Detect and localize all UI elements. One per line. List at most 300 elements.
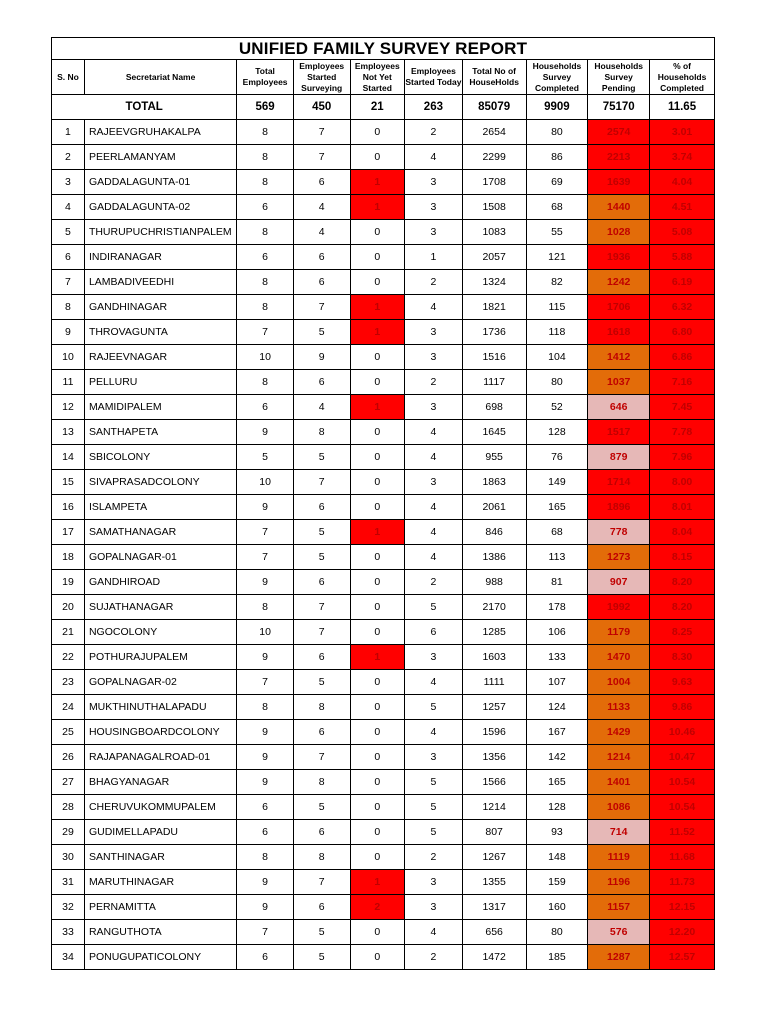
cell-total-households: 955 <box>462 445 526 470</box>
cell-percent-completed: 7.16 <box>650 370 715 395</box>
cell-secretariat-name: MARUTHINAGAR <box>84 870 236 895</box>
total-percent: 11.65 <box>650 95 715 120</box>
total-pending: 75170 <box>588 95 650 120</box>
cell-households-pending: 1936 <box>588 245 650 270</box>
cell-total-households: 1596 <box>462 720 526 745</box>
cell-employees-started: 8 <box>293 695 350 720</box>
cell-households-pending: 907 <box>588 570 650 595</box>
cell-sno: 27 <box>52 770 85 795</box>
cell-employees-today: 3 <box>405 895 463 920</box>
cell-households-pending: 1157 <box>588 895 650 920</box>
cell-percent-completed: 7.78 <box>650 420 715 445</box>
cell-employees-started: 8 <box>293 770 350 795</box>
cell-households-completed: 106 <box>526 620 588 645</box>
cell-total-households: 846 <box>462 520 526 545</box>
cell-households-completed: 167 <box>526 720 588 745</box>
cell-total-households: 988 <box>462 570 526 595</box>
table-row <box>52 420 715 445</box>
cell-sno: 28 <box>52 795 85 820</box>
cell-sno: 9 <box>52 320 85 345</box>
cell-employees-not-started: 0 <box>350 795 405 820</box>
cell-households-pending: 1440 <box>588 195 650 220</box>
cell-employees-not-started: 1 <box>350 295 405 320</box>
cell-total-households: 1386 <box>462 545 526 570</box>
cell-households-pending: 1429 <box>588 720 650 745</box>
cell-employees-today: 5 <box>405 695 463 720</box>
cell-households-completed: 121 <box>526 245 588 270</box>
cell-percent-completed: 8.15 <box>650 545 715 570</box>
cell-households-completed: 165 <box>526 770 588 795</box>
cell-secretariat-name: HOUSINGBOARDCOLONY <box>84 720 236 745</box>
cell-households-completed: 80 <box>526 370 588 395</box>
cell-percent-completed: 7.96 <box>650 445 715 470</box>
cell-total-employees: 6 <box>237 245 294 270</box>
cell-total-households: 1117 <box>462 370 526 395</box>
cell-households-completed: 149 <box>526 470 588 495</box>
table-row <box>52 670 715 695</box>
cell-percent-completed: 5.08 <box>650 220 715 245</box>
cell-employees-started: 5 <box>293 945 350 970</box>
cell-total-employees: 10 <box>237 470 294 495</box>
cell-employees-started: 6 <box>293 245 350 270</box>
cell-households-completed: 81 <box>526 570 588 595</box>
cell-percent-completed: 10.46 <box>650 720 715 745</box>
cell-employees-not-started: 1 <box>350 320 405 345</box>
cell-employees-today: 2 <box>405 370 463 395</box>
cell-sno: 31 <box>52 870 85 895</box>
cell-households-completed: 118 <box>526 320 588 345</box>
cell-total-households: 1083 <box>462 220 526 245</box>
header-total-households: Total No of HouseHolds <box>462 60 526 95</box>
cell-employees-today: 3 <box>405 195 463 220</box>
table-row <box>52 570 715 595</box>
cell-employees-started: 7 <box>293 470 350 495</box>
table-row <box>52 845 715 870</box>
cell-percent-completed: 4.04 <box>650 170 715 195</box>
cell-employees-today: 3 <box>405 220 463 245</box>
cell-households-completed: 113 <box>526 545 588 570</box>
cell-total-employees: 8 <box>237 270 294 295</box>
cell-total-employees: 6 <box>237 195 294 220</box>
cell-total-employees: 8 <box>237 845 294 870</box>
cell-households-pending: 1401 <box>588 770 650 795</box>
cell-percent-completed: 11.73 <box>650 870 715 895</box>
cell-employees-not-started: 1 <box>350 520 405 545</box>
cell-sno: 19 <box>52 570 85 595</box>
cell-employees-today: 5 <box>405 595 463 620</box>
cell-percent-completed: 5.88 <box>650 245 715 270</box>
cell-total-households: 807 <box>462 820 526 845</box>
cell-households-pending: 778 <box>588 520 650 545</box>
cell-percent-completed: 11.52 <box>650 820 715 845</box>
cell-households-pending: 646 <box>588 395 650 420</box>
total-completed: 9909 <box>526 95 588 120</box>
cell-percent-completed: 8.20 <box>650 595 715 620</box>
cell-sno: 17 <box>52 520 85 545</box>
table-row <box>52 470 715 495</box>
cell-percent-completed: 6.86 <box>650 345 715 370</box>
cell-total-households: 1257 <box>462 695 526 720</box>
cell-employees-started: 5 <box>293 670 350 695</box>
cell-employees-not-started: 0 <box>350 495 405 520</box>
cell-total-employees: 9 <box>237 770 294 795</box>
cell-sno: 30 <box>52 845 85 870</box>
cell-households-pending: 1119 <box>588 845 650 870</box>
cell-employees-started: 8 <box>293 420 350 445</box>
cell-employees-today: 2 <box>405 120 463 145</box>
cell-sno: 22 <box>52 645 85 670</box>
cell-households-completed: 165 <box>526 495 588 520</box>
cell-total-employees: 8 <box>237 170 294 195</box>
cell-employees-not-started: 1 <box>350 170 405 195</box>
cell-secretariat-name: THURUPUCHRISTIANPALEM <box>84 220 236 245</box>
header-total-employees: Total Employees <box>237 60 294 95</box>
cell-total-employees: 7 <box>237 545 294 570</box>
cell-employees-started: 6 <box>293 570 350 595</box>
cell-employees-not-started: 0 <box>350 420 405 445</box>
cell-employees-today: 3 <box>405 645 463 670</box>
table-row <box>52 895 715 920</box>
cell-households-pending: 2213 <box>588 145 650 170</box>
cell-total-employees: 6 <box>237 820 294 845</box>
cell-employees-today: 4 <box>405 545 463 570</box>
table-row <box>52 370 715 395</box>
table-row <box>52 245 715 270</box>
cell-employees-started: 6 <box>293 720 350 745</box>
cell-total-households: 1821 <box>462 295 526 320</box>
cell-households-completed: 68 <box>526 520 588 545</box>
cell-sno: 20 <box>52 595 85 620</box>
cell-total-employees: 8 <box>237 695 294 720</box>
cell-total-employees: 10 <box>237 345 294 370</box>
cell-employees-not-started: 0 <box>350 945 405 970</box>
cell-percent-completed: 6.19 <box>650 270 715 295</box>
cell-total-employees: 6 <box>237 795 294 820</box>
cell-sno: 14 <box>52 445 85 470</box>
cell-employees-started: 6 <box>293 820 350 845</box>
table-row <box>52 495 715 520</box>
cell-percent-completed: 4.51 <box>650 195 715 220</box>
cell-sno: 10 <box>52 345 85 370</box>
cell-total-employees: 6 <box>237 395 294 420</box>
cell-employees-started: 6 <box>293 270 350 295</box>
cell-sno: 6 <box>52 245 85 270</box>
cell-employees-started: 7 <box>293 745 350 770</box>
table-row <box>52 170 715 195</box>
cell-employees-started: 7 <box>293 870 350 895</box>
total-employees: 569 <box>237 95 294 120</box>
cell-sno: 1 <box>52 120 85 145</box>
table-row <box>52 620 715 645</box>
cell-total-households: 1516 <box>462 345 526 370</box>
cell-total-households: 1508 <box>462 195 526 220</box>
cell-percent-completed: 8.01 <box>650 495 715 520</box>
cell-percent-completed: 9.63 <box>650 670 715 695</box>
cell-secretariat-name: RAJEEVGRUHAKALPA <box>84 120 236 145</box>
cell-employees-today: 4 <box>405 720 463 745</box>
table-row <box>52 770 715 795</box>
cell-households-completed: 80 <box>526 920 588 945</box>
cell-total-households: 1356 <box>462 745 526 770</box>
cell-secretariat-name: GANDHIROAD <box>84 570 236 595</box>
cell-employees-started: 7 <box>293 145 350 170</box>
cell-secretariat-name: SANTHAPETA <box>84 420 236 445</box>
cell-secretariat-name: GADDALAGUNTA-01 <box>84 170 236 195</box>
cell-total-households: 1736 <box>462 320 526 345</box>
header-employees-not-started: Employees Not Yet Started <box>350 60 405 95</box>
cell-employees-not-started: 0 <box>350 595 405 620</box>
table-row <box>52 920 715 945</box>
cell-sno: 4 <box>52 195 85 220</box>
cell-percent-completed: 12.15 <box>650 895 715 920</box>
cell-secretariat-name: NGOCOLONY <box>84 620 236 645</box>
cell-secretariat-name: GUDIMELLAPADU <box>84 820 236 845</box>
cell-households-completed: 128 <box>526 420 588 445</box>
cell-total-employees: 8 <box>237 595 294 620</box>
cell-employees-started: 5 <box>293 320 350 345</box>
table-row <box>52 220 715 245</box>
cell-employees-started: 6 <box>293 895 350 920</box>
cell-households-pending: 1706 <box>588 295 650 320</box>
cell-households-pending: 1287 <box>588 945 650 970</box>
cell-employees-started: 8 <box>293 845 350 870</box>
cell-sno: 18 <box>52 545 85 570</box>
cell-employees-today: 4 <box>405 520 463 545</box>
cell-employees-not-started: 0 <box>350 370 405 395</box>
cell-employees-not-started: 0 <box>350 670 405 695</box>
cell-employees-today: 2 <box>405 945 463 970</box>
table-row <box>52 695 715 720</box>
cell-employees-not-started: 0 <box>350 920 405 945</box>
cell-households-completed: 148 <box>526 845 588 870</box>
cell-secretariat-name: RAJEEVNAGAR <box>84 345 236 370</box>
table-row <box>52 395 715 420</box>
header-percent-completed: % of Households Completed <box>650 60 715 95</box>
table-row <box>52 445 715 470</box>
cell-secretariat-name: MUKTHINUTHALAPADU <box>84 695 236 720</box>
cell-households-pending: 1992 <box>588 595 650 620</box>
table-row <box>52 545 715 570</box>
cell-employees-started: 4 <box>293 220 350 245</box>
cell-employees-started: 5 <box>293 795 350 820</box>
cell-secretariat-name: CHERUVUKOMMUPALEM <box>84 795 236 820</box>
table-row <box>52 120 715 145</box>
cell-employees-not-started: 0 <box>350 745 405 770</box>
cell-secretariat-name: POTHURAJUPALEM <box>84 645 236 670</box>
cell-sno: 5 <box>52 220 85 245</box>
cell-sno: 12 <box>52 395 85 420</box>
cell-households-pending: 1214 <box>588 745 650 770</box>
cell-total-employees: 8 <box>237 220 294 245</box>
header-employees-started: Employees Started Surveying <box>293 60 350 95</box>
cell-employees-started: 6 <box>293 495 350 520</box>
cell-sno: 29 <box>52 820 85 845</box>
table-row <box>52 870 715 895</box>
cell-sno: 8 <box>52 295 85 320</box>
cell-households-completed: 76 <box>526 445 588 470</box>
cell-households-pending: 1896 <box>588 495 650 520</box>
table-row <box>52 320 715 345</box>
table-row <box>52 720 715 745</box>
cell-employees-not-started: 0 <box>350 220 405 245</box>
cell-employees-today: 5 <box>405 770 463 795</box>
cell-percent-completed: 12.57 <box>650 945 715 970</box>
cell-percent-completed: 6.32 <box>650 295 715 320</box>
cell-employees-not-started: 1 <box>350 870 405 895</box>
table-row <box>52 145 715 170</box>
cell-total-households: 1214 <box>462 795 526 820</box>
cell-households-pending: 1273 <box>588 545 650 570</box>
cell-total-employees: 8 <box>237 145 294 170</box>
column-header-row <box>52 60 715 95</box>
cell-employees-today: 2 <box>405 570 463 595</box>
table-row <box>52 295 715 320</box>
cell-employees-today: 2 <box>405 845 463 870</box>
cell-employees-started: 7 <box>293 620 350 645</box>
total-households: 85079 <box>462 95 526 120</box>
cell-households-completed: 115 <box>526 295 588 320</box>
table-row <box>52 520 715 545</box>
cell-total-employees: 5 <box>237 445 294 470</box>
cell-households-completed: 124 <box>526 695 588 720</box>
cell-secretariat-name: THROVAGUNTA <box>84 320 236 345</box>
total-today: 263 <box>405 95 463 120</box>
table-body <box>52 120 715 970</box>
cell-households-completed: 68 <box>526 195 588 220</box>
cell-sno: 13 <box>52 420 85 445</box>
cell-households-pending: 1517 <box>588 420 650 445</box>
cell-secretariat-name: MAMIDIPALEM <box>84 395 236 420</box>
cell-total-employees: 7 <box>237 320 294 345</box>
cell-employees-started: 5 <box>293 445 350 470</box>
cell-employees-not-started: 0 <box>350 695 405 720</box>
cell-employees-started: 6 <box>293 170 350 195</box>
cell-total-employees: 9 <box>237 420 294 445</box>
cell-percent-completed: 8.20 <box>650 570 715 595</box>
table-row <box>52 270 715 295</box>
cell-sno: 2 <box>52 145 85 170</box>
cell-households-completed: 93 <box>526 820 588 845</box>
cell-total-employees: 7 <box>237 670 294 695</box>
cell-employees-not-started: 0 <box>350 120 405 145</box>
total-row <box>52 95 715 120</box>
cell-secretariat-name: ISLAMPETA <box>84 495 236 520</box>
header-households-completed: Households Survey Completed <box>526 60 588 95</box>
cell-employees-not-started: 0 <box>350 245 405 270</box>
cell-employees-today: 3 <box>405 170 463 195</box>
cell-secretariat-name: LAMBADIVEEDHI <box>84 270 236 295</box>
cell-households-pending: 1037 <box>588 370 650 395</box>
cell-sno: 23 <box>52 670 85 695</box>
header-secretariat-name: Secretariat Name <box>84 60 236 95</box>
cell-secretariat-name: GANDHINAGAR <box>84 295 236 320</box>
total-started: 450 <box>293 95 350 120</box>
cell-households-completed: 86 <box>526 145 588 170</box>
cell-employees-today: 4 <box>405 495 463 520</box>
cell-secretariat-name: BHAGYANAGAR <box>84 770 236 795</box>
cell-employees-today: 4 <box>405 295 463 320</box>
cell-employees-today: 4 <box>405 445 463 470</box>
cell-percent-completed: 8.25 <box>650 620 715 645</box>
cell-total-employees: 10 <box>237 620 294 645</box>
cell-total-households: 1863 <box>462 470 526 495</box>
cell-total-households: 2170 <box>462 595 526 620</box>
cell-total-employees: 9 <box>237 870 294 895</box>
cell-secretariat-name: SAMATHANAGAR <box>84 520 236 545</box>
cell-secretariat-name: SBICOLONY <box>84 445 236 470</box>
cell-households-completed: 104 <box>526 345 588 370</box>
cell-households-pending: 714 <box>588 820 650 845</box>
cell-households-completed: 52 <box>526 395 588 420</box>
cell-households-completed: 142 <box>526 745 588 770</box>
cell-households-pending: 576 <box>588 920 650 945</box>
cell-total-households: 656 <box>462 920 526 945</box>
header-households-pending: Households Survey Pending <box>588 60 650 95</box>
cell-employees-not-started: 0 <box>350 445 405 470</box>
cell-total-households: 1708 <box>462 170 526 195</box>
cell-total-households: 2057 <box>462 245 526 270</box>
cell-secretariat-name: SUJATHANAGAR <box>84 595 236 620</box>
cell-total-employees: 8 <box>237 120 294 145</box>
cell-employees-today: 3 <box>405 345 463 370</box>
cell-percent-completed: 7.45 <box>650 395 715 420</box>
cell-secretariat-name: PONUGUPATICOLONY <box>84 945 236 970</box>
cell-total-households: 2654 <box>462 120 526 145</box>
cell-secretariat-name: PERNAMITTA <box>84 895 236 920</box>
cell-percent-completed: 10.54 <box>650 770 715 795</box>
cell-employees-not-started: 0 <box>350 720 405 745</box>
cell-percent-completed: 8.30 <box>650 645 715 670</box>
table-row <box>52 820 715 845</box>
cell-sno: 21 <box>52 620 85 645</box>
cell-employees-not-started: 0 <box>350 145 405 170</box>
cell-sno: 33 <box>52 920 85 945</box>
cell-total-employees: 7 <box>237 520 294 545</box>
cell-employees-not-started: 0 <box>350 545 405 570</box>
cell-employees-today: 3 <box>405 320 463 345</box>
cell-employees-today: 3 <box>405 470 463 495</box>
cell-percent-completed: 3.74 <box>650 145 715 170</box>
cell-employees-today: 3 <box>405 745 463 770</box>
cell-total-employees: 9 <box>237 745 294 770</box>
cell-total-employees: 9 <box>237 720 294 745</box>
cell-total-households: 1566 <box>462 770 526 795</box>
table-row <box>52 945 715 970</box>
cell-households-completed: 55 <box>526 220 588 245</box>
cell-percent-completed: 11.68 <box>650 845 715 870</box>
cell-employees-not-started: 1 <box>350 395 405 420</box>
cell-employees-not-started: 0 <box>350 345 405 370</box>
cell-secretariat-name: GOPALNAGAR-01 <box>84 545 236 570</box>
cell-employees-today: 1 <box>405 245 463 270</box>
cell-employees-started: 4 <box>293 195 350 220</box>
total-not-started: 21 <box>350 95 405 120</box>
cell-employees-not-started: 0 <box>350 270 405 295</box>
cell-employees-today: 5 <box>405 820 463 845</box>
cell-total-employees: 7 <box>237 920 294 945</box>
cell-employees-today: 4 <box>405 920 463 945</box>
cell-total-employees: 9 <box>237 645 294 670</box>
cell-total-households: 1645 <box>462 420 526 445</box>
cell-secretariat-name: GADDALAGUNTA-02 <box>84 195 236 220</box>
survey-report-table <box>51 37 715 970</box>
cell-employees-not-started: 2 <box>350 895 405 920</box>
cell-households-pending: 1618 <box>588 320 650 345</box>
cell-employees-started: 6 <box>293 370 350 395</box>
cell-households-pending: 1639 <box>588 170 650 195</box>
cell-total-employees: 9 <box>237 570 294 595</box>
cell-employees-today: 3 <box>405 395 463 420</box>
